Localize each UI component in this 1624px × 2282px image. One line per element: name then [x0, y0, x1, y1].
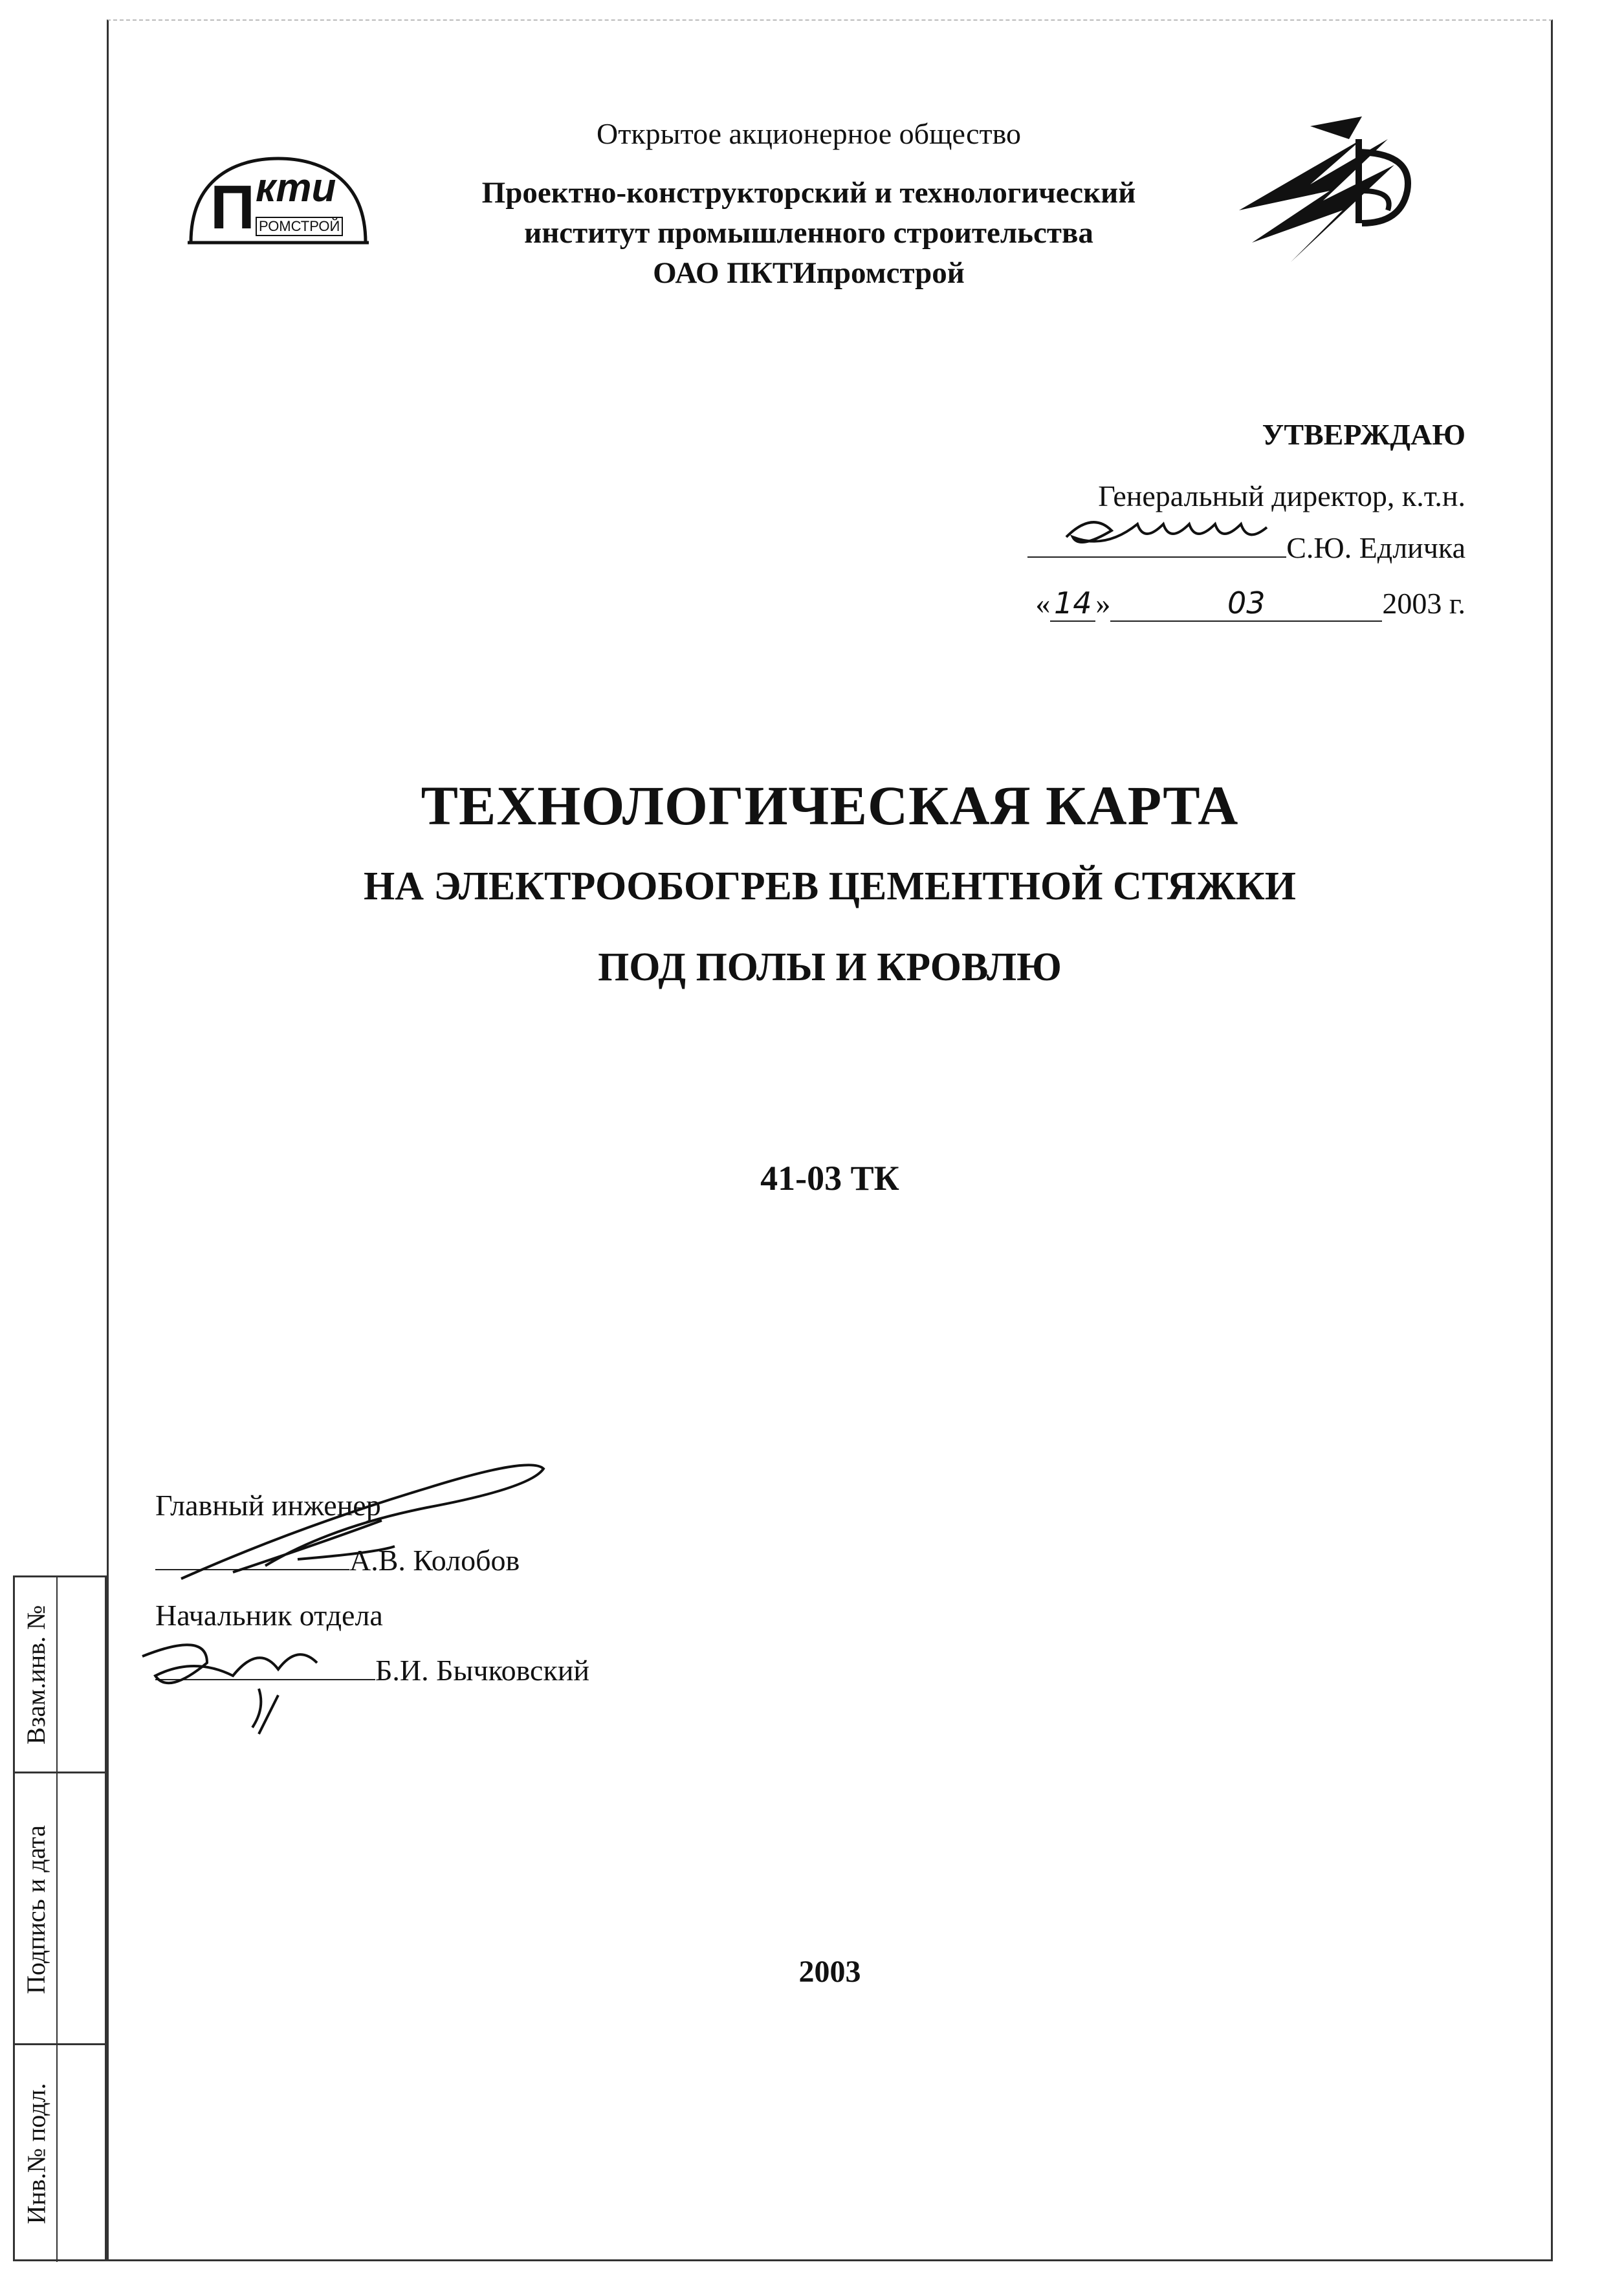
- institute-emblem: [1233, 113, 1427, 269]
- stamp-label-signature-date: Подпись и дата: [21, 1825, 51, 1994]
- department-head-name: Б.И. Бычковский: [375, 1654, 590, 1687]
- approval-date: « 14 » 03 2003 г.: [1035, 586, 1465, 620]
- logo-subtitle: РОМСТРОЙ: [256, 217, 343, 236]
- document-subtitle-line1: НА ЭЛЕКТРООБОГРЕВ ЦЕМЕНТНОЙ СТЯЖКИ: [363, 864, 1296, 908]
- date-year: 2003 г.: [1382, 587, 1465, 620]
- stamp-cell-replacement-inv: [15, 1577, 105, 1772]
- stamp-cell-signature-date: [15, 1772, 105, 2045]
- org-type: Открытое акционерное общество: [597, 117, 1021, 150]
- director-signature: [1053, 511, 1312, 563]
- stamp-label-original-inv: Инв.№ подл.: [21, 2083, 51, 2224]
- date-day: 14: [1050, 586, 1095, 622]
- stamp-label-replacement-inv: Взам.инв. №: [21, 1605, 51, 1744]
- page-frame: [107, 19, 1553, 2261]
- approval-signature-line: [1027, 531, 1465, 565]
- department-head-role: Начальник отдела: [155, 1599, 383, 1632]
- footer-year: 2003: [798, 1955, 861, 1989]
- org-name-line2: институт промышленного строительства: [524, 216, 1093, 250]
- logo-letters-kti: ктu: [256, 166, 336, 210]
- chief-engineer-name: А.В. Колобов: [349, 1544, 520, 1577]
- chief-engineer-role: Главный инженер: [155, 1489, 381, 1522]
- date-month: 03: [1110, 586, 1382, 622]
- org-name-line1: Проектно-конструкторский и технологический: [481, 176, 1136, 210]
- stamp-cell-original-inv: [15, 2043, 105, 2262]
- approval-heading: УТВЕРЖДАЮ: [1262, 418, 1465, 451]
- pkti-logo: [184, 152, 372, 249]
- document-title: ТЕХНОЛОГИЧЕСКАЯ КАРТА: [421, 774, 1239, 837]
- document-code: 41-03 ТК: [760, 1159, 899, 1198]
- director-name: С.Ю. Едличка: [1286, 531, 1465, 564]
- chief-engineer-signature: [168, 1449, 569, 1605]
- department-head-signature: [129, 1618, 349, 1747]
- document-subtitle-line2: ПОД ПОЛЫ И КРОВЛЮ: [598, 945, 1062, 989]
- side-stamp: [13, 1575, 107, 2261]
- approval-position: Генеральный директор, к.т.н.: [1098, 479, 1465, 512]
- org-short-name: ОАО ПКТИпромстрой: [653, 256, 965, 290]
- logo-letter-p: П: [210, 173, 255, 242]
